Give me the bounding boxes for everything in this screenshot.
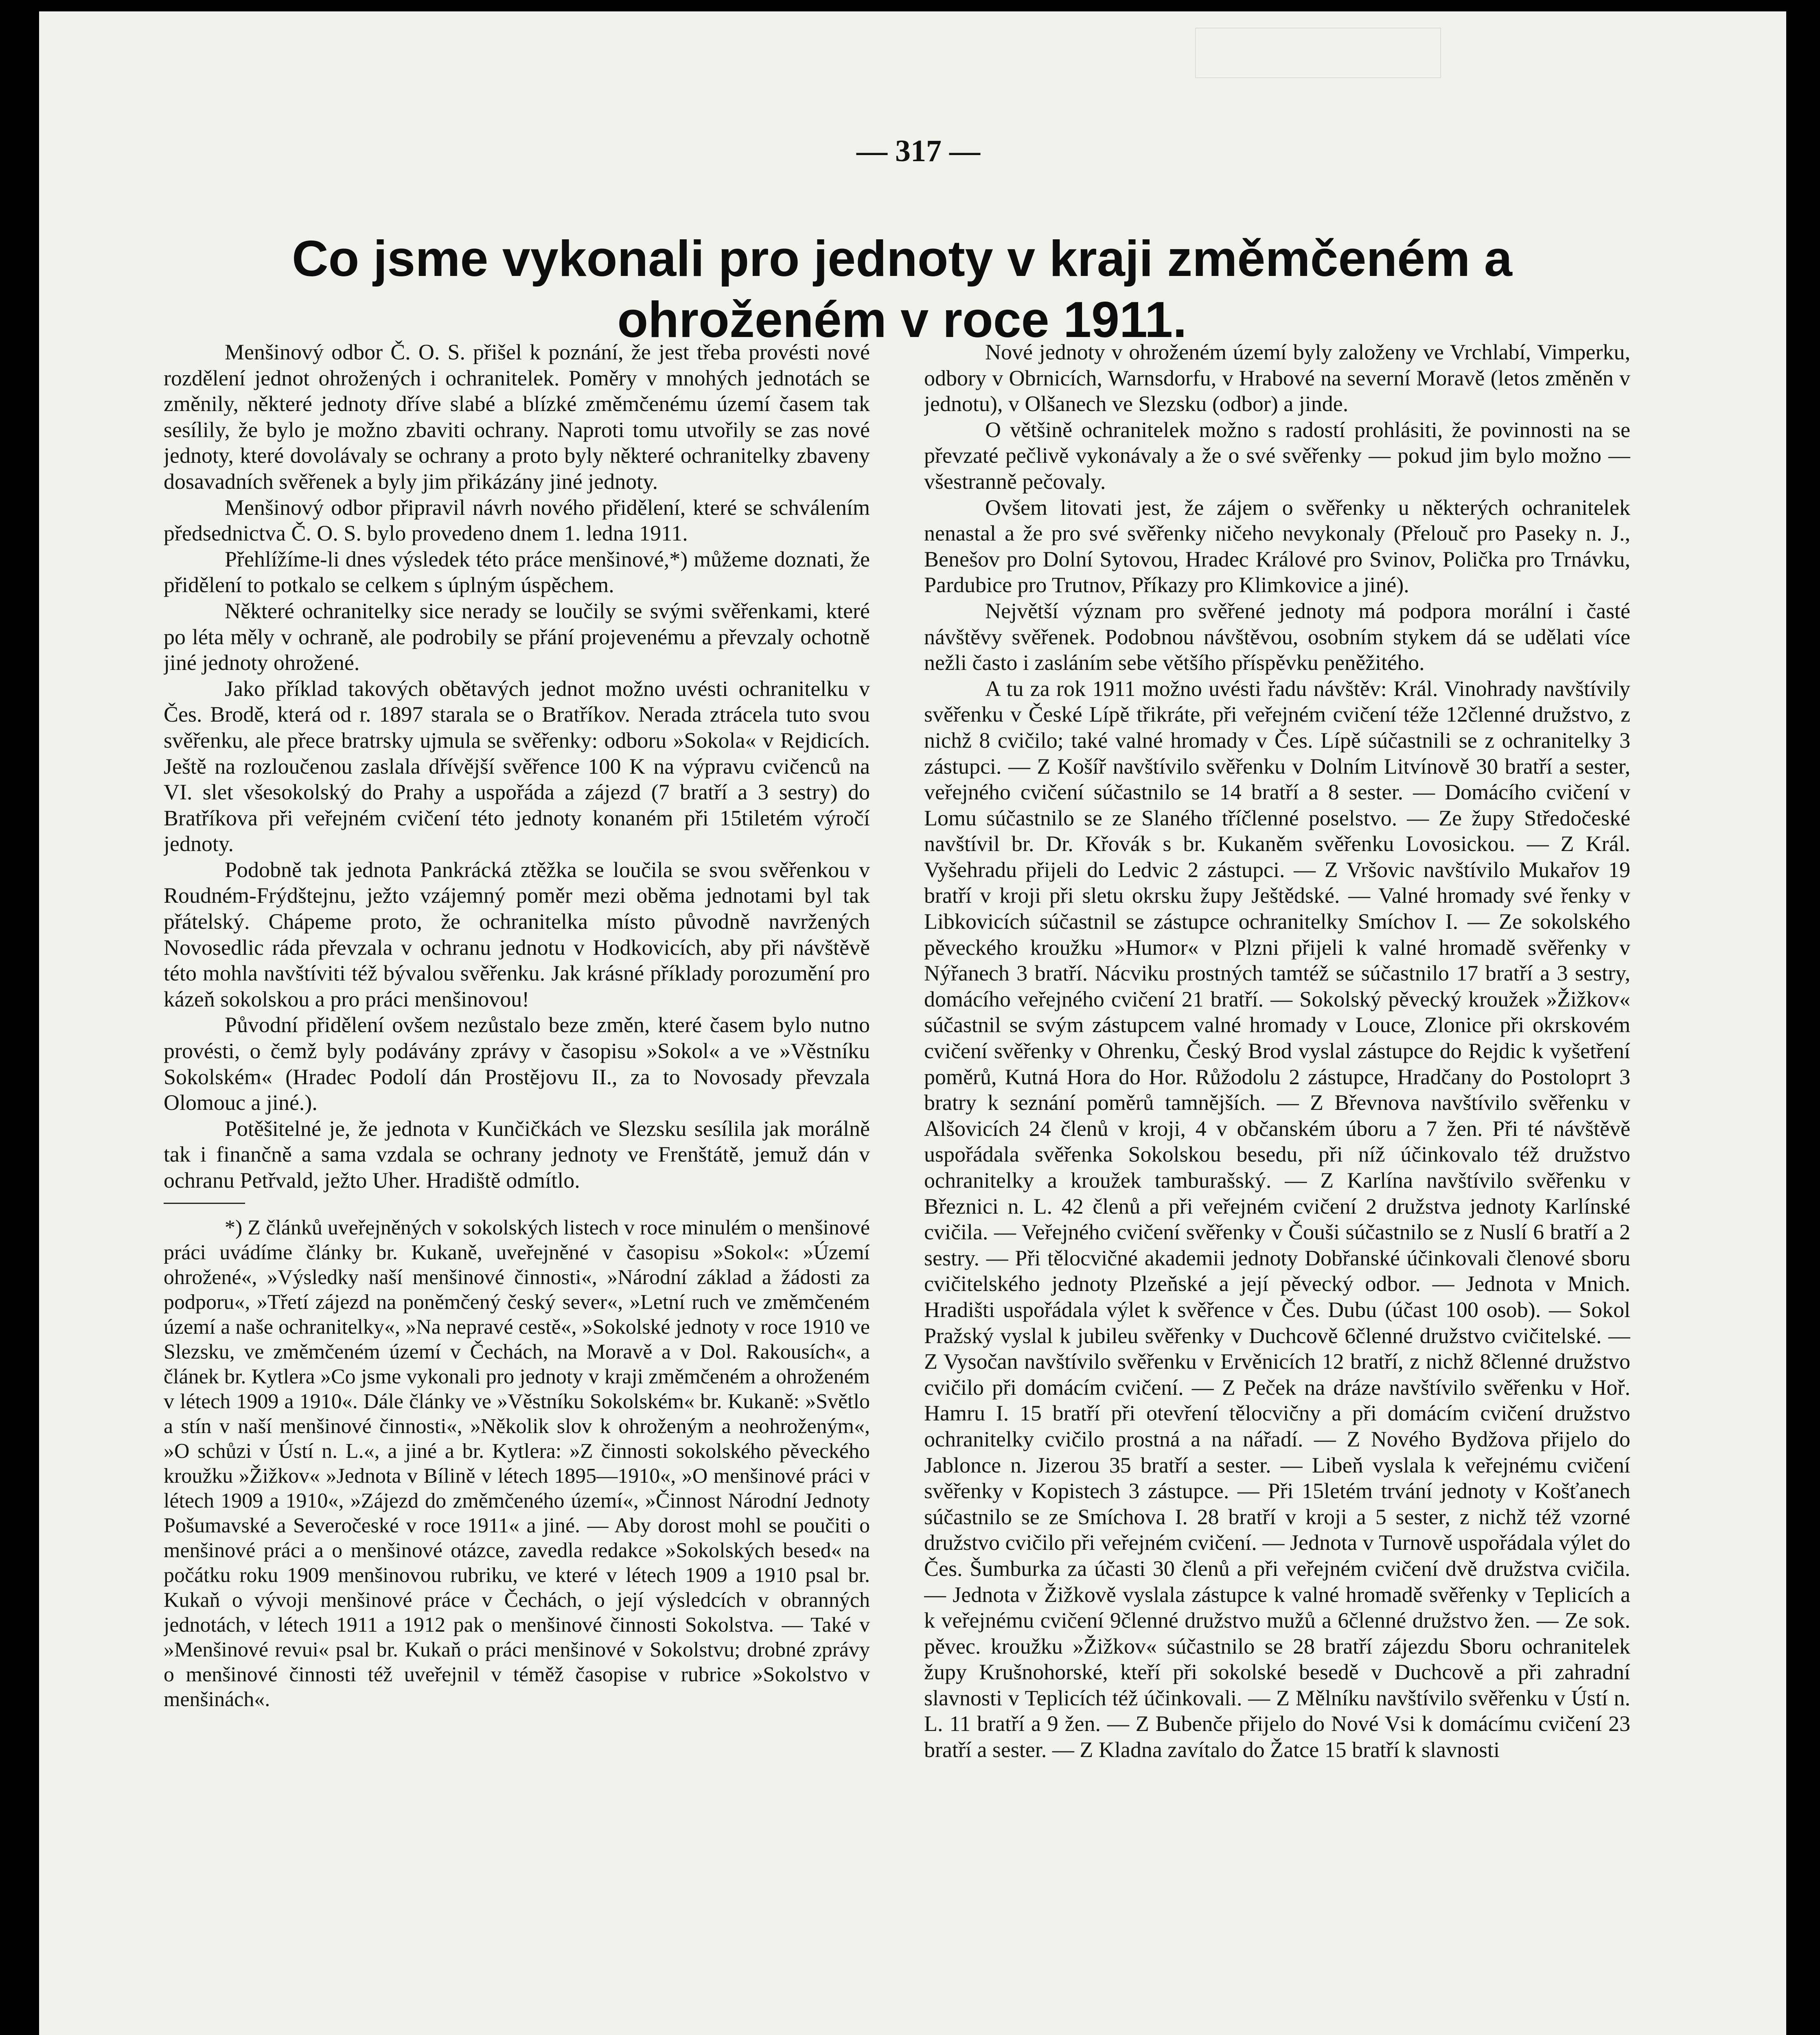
paragraph: Potěšitelné je, že jednota v Kunčičkách ve Slezsku sesílila jak morálně tak i finančně a sama vzdala se ochrany jednoty ve Frenštátě, jemuž dán v ochranu Petřvald, ježto Uher. Hradiště odmítlo. [164,1116,870,1193]
scanned-page [39,11,1786,2035]
right-column [924,339,1630,2035]
left-column [164,339,870,2035]
paragraph: Původní přidělení ovšem nezůstalo beze změn, které časem bylo nutno provésti, o čemž byly podávány zprávy v časopisu »Sokol« a ve »Věstníku Sokolském« (Hradec Podolí dán Prostějovu II., za to Novosady převzala Olomouc a jiné.). [164,1013,870,1115]
paragraph: A tu za rok 1911 možno uvésti řadu návštěv: Král. Vinohrady navštívily svěřenku v České Lípě třikráte, při veřejném cvičení téže 12členné družstvo, z nichž 8 cvičilo; také valné hromady v Čes. Lípě súčastnili se z ochranitelky 3 zástupci. — Z Košíř navštívilo svěřenku v Dolním Litvínově 30 bratří a sester, veřejného cvičení súčastnilo se 14 bratří a 8 sester. — Domácího cvičení v Lomu súčastnilo se ze Slaného tříčlenné poselstvo. — Ze župy Středočeské navštívil br. Dr. Křovák s br. Kukaněm svěřenku Lovosickou. — Z Král. Vyšehradu přijeli do Ledvic 2 zástupci. — Z Vršovic navštívilo Mukařov 19 bratří v kroji při sletu okrsku župy Ještědské. — Valné hromady své řenky v Libkovicích súčastnil se zástupce ochranitelky Smíchov I. — Ze sokolského pěveckého kroužku »Humor« v Plzni přijeli k valné hromadě svěřenky v Nýřanech 3 bratří. Nácviku prostných tamtéž se súčastnilo 17 bratří a 3 sestry, domácího veřejného cvičení 21 bratří. — Sokolský pěvecký kroužek »Žižkov« súčastnil se svým zástupcem valné hromady v Louce, Zlonice při okrskovém cvičení svěřenky v Ohrenku, Český Brod vyslal zástupce do Rejdic k vyšetření poměrů, Kutná Hora do Hor. Růžodolu 2 zástupce, Hradčany do Postoloprt 3 bratry k seznání poměrů tamnějších. — Z Břevnova navštívilo svěřenku v Alšovicích 24 členů v kroji, 4 v občanském úboru a 7 žen. Při té návštěvě uspořádala svěřenka Sokolskou besedu, při níž účinkovalo též družstvo ochranitelky a kroužek tamburašský. — Z Karlína navštívilo svěřenku v Březnici n. L. 42 členů a při veřejném cvičení 2 družstva jednoty Karlínské cvičila. — Veřejného cvičení svěřenky v Čouši súčastnilo se z Nuslí 6 bratří a 2 sestry. — Při tělocvičné akademii jednoty Dobřanské účinkovali členové sboru cvičitelského jednoty Plzeňské a její pěvecký odbor. — Jednota v Mnich. Hradišti uspořádala výlet k svěřence v Čes. Dubu (účast 100 osob). — Sokol Pražský vyslal k jubileu svěřenky v Duchcově 6členné družstvo cvičitelské. — Z Vysočan navštívilo svěřenku v Ervěnicích 12 bratří, z nichž 8členné družstvo cvičilo při domácím cvičení. — Z Peček na dráze navštívilo svěřenku v Hoř. Hamru I. 15 bratří při otevření tělocvičny a při domácím cvičení družstvo ochranitelky cvičilo prostná a na nářadí. — Z Nového Bydžova přijelo do Jablonce n. Jizerou 35 bratří a sester. — Libeň vyslala k veřejnému cvičení svěřenky v Kopistech 3 zástupce. — Při 15letém trvání jednoty v Košťanech súčastnilo se ze Smíchova I. 28 bratří v kroji a 5 sester, z nichž též vzorné družstvo cvičilo při veřejném cvičení. — Jednota v Turnově uspořádala výlet do Čes. Šumburka za účasti 30 členů a při veřejném cvičení dvě družstva cvičila. — Jednota v Žižkově vyslala zástupce k valné hromadě svěřenky v Teplicích a k veřejnému cvičení 9členné družstvo mužů a 6členné družstvo žen. — Ze sok. pěvec. kroužku »Žižkov« súčastnilo se 28 bratří zájezdu Sboru ochranitelek župy Krušnohorské, kteří při sokolské besedě v Duchcově a při zahradní slavnosti v Teplicích též účinkovali. — Z Mělníku navštívilo svěřenku v Ústí n. L. 11 bratří a 9 žen. — Z Bubenče přijelo do Nové Vsi k domácímu cvičení 23 bratří a sester. — Z Kladna zavítalo do Žatce 15 bratří k slavnosti [924,676,1630,1762]
paragraph: Menšinový odbor připravil návrh nového přidělení, které se schválením předsednictva Č. O. S. bylo provedeno dnem 1. ledna 1911. [164,495,870,546]
paragraph: Některé ochranitelky sice nerady se loučily se svými svěřenkami, které po léta měly v ochraně, ale podrobily se přání projevenému a převzaly ochotně jiné jednoty ohrožené. [164,598,870,675]
paragraph: Menšinový odbor Č. O. S. přišel k poznání, že jest třeba provésti nové rozdělení jednot ohrožených i ochranitelek. Poměry v mnohých jednotách se změnily, některé jednoty dříve slabé a blízké změmčenému území časem tak sesílily, že bylo je možno zbaviti ochrany. Naproti tomu utvořily se zas nové jednoty, které dovolávaly se ochrany a proto byly některé ochranitelky zbaveny dosavadních svěřenek a byly jim přikázány jiné jednoty. [164,340,870,494]
paragraph: O většině ochranitelek možno s radostí prohlásiti, že povinnosti na se převzaté pečlivě vykonávaly a že o své svěřenky — pokud jim bylo možno — všestranně pečovaly. [924,417,1630,494]
footnote-divider [164,1203,245,1204]
paragraph: Ovšem litovati jest, že zájem o svěřenky u některých ochranitelek nenastal a že pro své svěřenky ničeho nevykonaly (Přelouč pro Paseky n. J., Benešov pro Dolní Sytovou, Hradec Králové pro Svinov, Polička pro Trnávku, Pardubice pro Trutnov, Příkazy pro Klimkovice a jiné). [924,495,1630,597]
scan-artifact [1195,28,1441,78]
paragraph: Největší význam pro svěřené jednoty má podpora morální i časté návštěvy svěřenek. Podobnou návštěvou, osobním stykem dá se udělati více nežli často i zasláním sebe většího příspěvku peněžitého. [924,598,1630,675]
paragraph: Jako příklad takových obětavých jednot možno uvésti ochranitelku v Čes. Brodě, která od r. 1897 starala se o Bratříkov. Nerada ztrácela tuto svou svěřenku, ale přece bratrsky ujmula se svěřenky: odboru »Sokola« v Rejdicích. Ještě na rozloučenou zaslala dřívější svěřence 100 K na výpravu cvičenců na VI. slet všesokolský do Prahy a uspořáda a zájezd (7 bratří a 3 sestry) do Bratříkova při veřejném cvičení této jednoty konaném při 15tiletém výročí jednoty. [164,676,870,856]
footnote: *) Z článků uveřejněných v sokolských listech v roce minulém o menšinové práci uvádíme články br. Kukaně, uveřejněné v časopisu »Sokol«: »Území ohrožené«, »Výsledky naší menšinové činnosti«, »Národní základ a žádosti za podporu«, »Třetí zájezd na poněmčený český sever«, »Letní ruch ve změmčeném území a naše ochranitelky«, »Na nepravé cestě«, »Sokolské jednoty v roce 1910 ve Slezsku, ve změmčeném území v Čechách, na Moravě a v Dol. Rakousích«, a článek br. Kytlera »Co jsme vykonali pro jednoty v kraji změmčeném a ohroženém v létech 1909 a 1910«. Dále články ve »Věstníku Sokolském« br. Kukaně: »Světlo a stín v naší menšinové činnosti«, »Několik slov k ohroženým a neohroženým«, »O schůzi v Ústí n. L.«, a jiné a br. Kytlera: »Z činnosti sokolského pěveckého kroužku »Žižkov« »Jednota v Bílině v létech 1895—1910«, »O menšinové práci v létech 1909 a 1910«, »Zájezd do změmčeného území«, »Činnost Národní Jednoty Pošumavské a Severočeské v roce 1911« a jiné. — Aby dorost mohl se poučiti o menšinové práci a o menšinové otázce, zavedla redakce »Sokolských besed« na počátku roku 1909 menšinovou rubriku, ve které v létech 1909 a 1910 psal br. Kukaň o vývoji menšinové práce v Čechách, o její výsledcích v obranných jednotách, v létech 1911 a 1912 pak o menšinové činnosti Sokolstva. — Také v »Menšinové revui« psal br. Kukaň o práci menšinové v Sokolstvu; drobné zprávy o menšinové činnosti též uveřejnil v téměž časopise v rubrice »Sokolstvo v menšinách«. [164,1216,870,1711]
paragraph: Nové jednoty v ohroženém území byly založeny ve Vrchlabí, Vimperku, odbory v Obrnicích, Warnsdorfu, v Hrabové na severní Moravě (letos změněn v jednotu), v Olšanech ve Slezsku (odbor) a jinde. [924,340,1630,416]
page-number: — 317 — [856,134,980,168]
paragraph: Přehlížíme-li dnes výsledek této práce menšinové,*) můžeme doznati, že přidělení to potkalo se celkem s úplným úspěchem. [164,547,870,597]
paragraph: Podobně tak jednota Pankrácká ztěžka se loučila se svou svěřenkou v Roudném-Frýdštejnu, ježto vzájemný poměr mezi oběma jednotami byl tak přátelský. Chápeme proto, že ochranitelka místo původně navržených Novosedlic ráda převzala v ochranu jednotu v Hodkovicích, aby při návštěvě této mohla navštíviti též bývalou svěřenku. Jak krásné příklady porozumění pro kázeň sokolskou a pro práci menšinovou! [164,857,870,1011]
article-title: Co jsme vykonali pro jednoty v kraji změmčeném a ohroženém v roce 1911. [292,231,1512,348]
